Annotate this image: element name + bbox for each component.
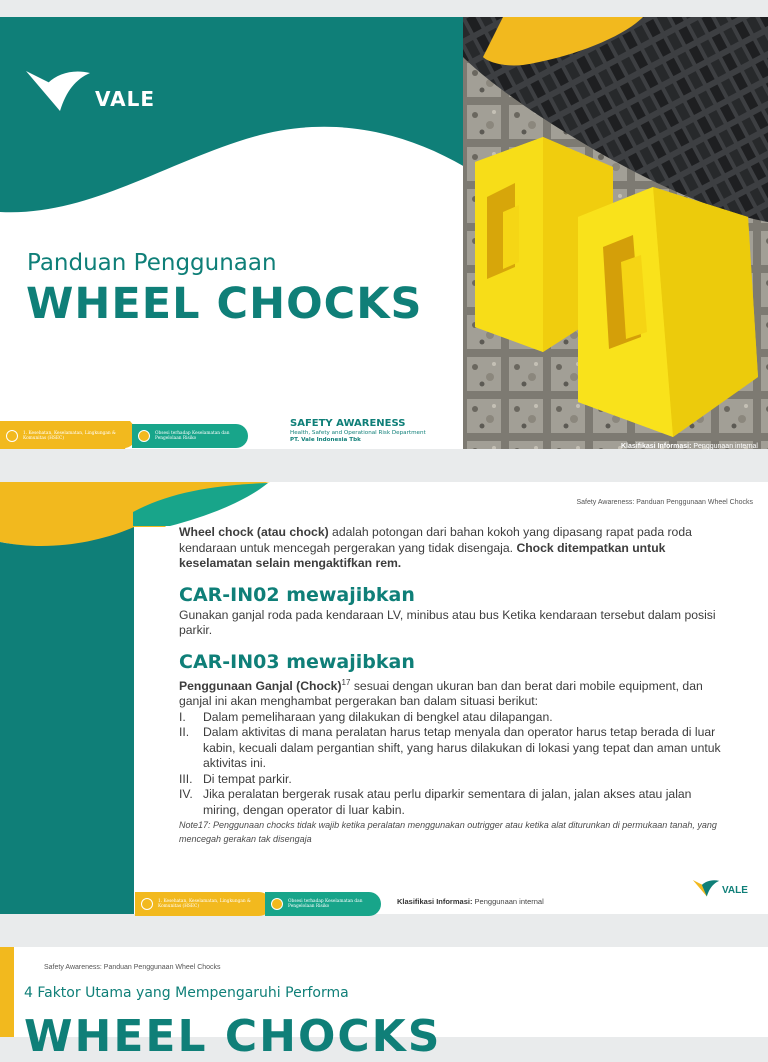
footnote-ref: 17	[341, 677, 351, 687]
safety-awareness-block	[290, 418, 426, 443]
vale-logo	[24, 63, 155, 113]
safety-pill-text: Obsesi terhadap Keselamatan dan Pengelolaan Risiko	[155, 430, 230, 441]
accent-bar	[0, 947, 14, 1037]
list-text: Dalam aktivitas di mana peralatan harus tetap menyala dan operator harus tetap berada di luar kabin, kecuali dalam pergantian shift, yang harus dilakukan di lokasi yang tepat dan aman untuk aktivitas ini.	[203, 725, 721, 771]
next-header: Safety Awareness: Panduan Penggunaan Wheel Chocks	[44, 964, 221, 971]
heading-car-in03: CAR-IN03 mewajibkan	[179, 650, 415, 673]
heading-car-in02: CAR-IN02 mewajibkan	[179, 583, 415, 606]
yellow-wheel-chocks-photo	[463, 17, 768, 449]
department-name: Health, Safety and Operational Risk Department	[290, 430, 426, 436]
list-text: Jika peralatan bergerak rusak atau perlu diparkir sementara di jalan, jalan akses atau jalan miring, dengan operator di luar kabin.	[203, 787, 692, 817]
safety-pill-text: Obsesi terhadap Keselamatan dan Pengelolaan Risiko	[288, 898, 363, 909]
classification-value: Penggunaan internal	[474, 897, 544, 906]
car-in02-paragraph: Gunakan ganjal roda pada kendaraan LV, minibus atau bus Ketika kendaraan tersebut dalam posisi parkir.	[179, 607, 716, 637]
vale-v-icon	[24, 63, 92, 113]
intro-bold-1: Wheel chock (atau chock)	[179, 525, 329, 539]
cover-footer-pills	[0, 421, 260, 451]
hsec-pill-text: 1. Kesehatan, Keselamatan, Lingkungan & Komunitas (HSEC)	[158, 898, 251, 909]
classification-label: Klasifikasi Informasi:	[397, 897, 473, 906]
list-item	[179, 725, 724, 772]
information-classification	[621, 443, 758, 450]
content-footer-pills	[135, 892, 385, 916]
intro-paragraph	[179, 525, 724, 572]
next-slide	[0, 947, 768, 1062]
situation-list	[179, 710, 724, 819]
content-slide	[0, 482, 768, 914]
list-item	[179, 787, 724, 818]
vale-logo-text: VALE	[95, 87, 156, 111]
car-in03-text: sesuai dengan ukuran ban dan berat dari mobile equipment, dan ganjal ini akan menghambat pergerakan ban dalam situasi berikut:	[179, 678, 703, 709]
content-header: Safety Awareness: Panduan Penggunaan Wheel Chocks	[576, 499, 753, 506]
seal-icon	[141, 898, 153, 910]
seal-icon	[271, 898, 283, 910]
hsec-pill-text: 1. Kesehatan, Keselamatan, Lingkungan & Komunitas (HSEC)	[23, 430, 116, 441]
information-classification	[397, 897, 544, 906]
hsec-pill	[135, 892, 271, 916]
classification-label: Klasifikasi Informasi:	[621, 443, 692, 450]
list-number: III.	[179, 771, 193, 786]
cover-subtitle: Panduan Penggunaan	[27, 250, 277, 276]
intro-text-1: adalah potongan dari bahan kokoh yang dipasang rapat pada roda kendaraan untuk mencegah pergerakan yang tidak disengaja.	[179, 525, 692, 555]
list-item	[179, 772, 724, 788]
safety-pill	[132, 424, 248, 448]
list-item	[179, 710, 724, 726]
car-in03-paragraph	[179, 675, 724, 710]
classification-value: Penggunaan internal	[693, 443, 758, 450]
seal-icon	[6, 430, 18, 442]
intro-bold-2: Chock ditempatkan untuk keselamatan selain mengaktifkan rem.	[179, 540, 666, 570]
car-in03-bold: Penggunaan Ganjal (Chock)	[179, 678, 342, 693]
footnote: Note17: Penggunaan chocks tidak wajib ketika peralatan menggunakan outrigger atau ketika alat diturunkan di permukaan tanah, yang mencegah gerakan tak disengaja	[179, 820, 717, 845]
vale-logo-text: VALE	[722, 884, 748, 896]
next-subtitle: 4 Faktor Utama yang Mempengaruhi Performa	[24, 985, 349, 1001]
safety-pill	[265, 892, 381, 916]
content-body	[179, 525, 724, 846]
hsec-pill	[0, 424, 136, 448]
list-number: IV.	[179, 787, 193, 802]
cover-slide	[0, 17, 768, 449]
safety-awareness-title: SAFETY AWARENESS	[290, 418, 406, 429]
list-text: Di tempat parkir.	[203, 771, 292, 786]
list-text: Dalam pemeliharaan yang dilakukan di bengkel atau dilapangan.	[203, 709, 553, 724]
list-number: I.	[179, 709, 186, 724]
next-title: WHEEL CHOCKS	[24, 1011, 442, 1062]
vale-v-icon	[692, 876, 720, 898]
company-name: PT. Vale Indonesia Tbk	[290, 437, 361, 443]
cover-title: WHEEL CHOCKS	[26, 279, 423, 329]
seal-icon	[138, 430, 150, 442]
list-number: II.	[179, 725, 190, 740]
vale-logo	[692, 876, 748, 898]
wheel-chocks-photo	[463, 17, 768, 449]
